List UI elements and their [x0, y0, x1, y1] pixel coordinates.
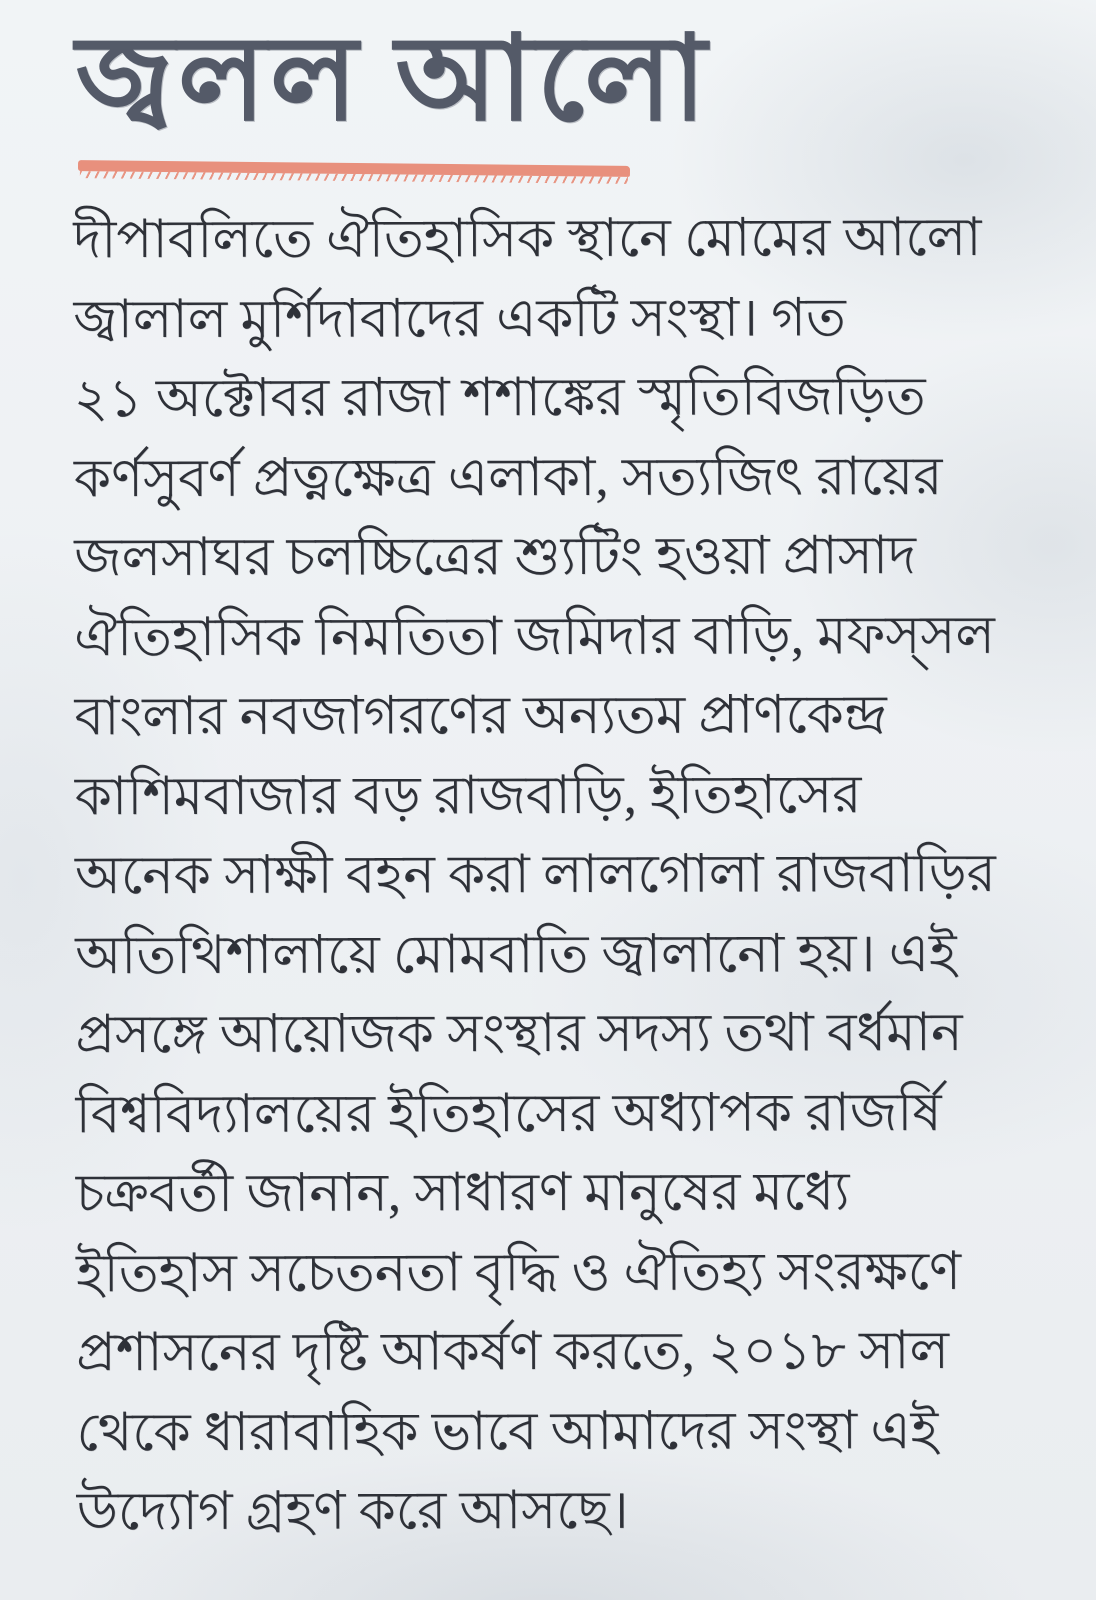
article-line: অনেক সাক্ষী বহন করা লালগোলা রাজবাড়ির: [74, 844, 996, 906]
article-line: কর্ণসুবর্ণ প্রত্নক্ষেত্র এলাকা, সত্যজিৎ রায়ের: [73, 447, 943, 508]
article-line: ঐতিহাসিক নিমতিতা জমিদার বাড়ি, মফস্‌সল: [74, 606, 995, 667]
article-line: দীপাবলিতে ঐতিহাসিক স্থানে মোমের আলো: [73, 208, 982, 270]
article-line: বিশ্ববিদ্যালয়ের ইতিহাসের অধ্যাপক রাজর্ষি: [75, 1083, 942, 1144]
article-line: অতিথিশালায়ে মোমবাতি জ্বালানো হয়। এই: [75, 924, 957, 985]
article-body: [73, 199, 1052, 1553]
article-line: কাশিমবাজার বড় রাজবাড়ি, ইতিহাসের: [74, 765, 862, 826]
article-line: জ্বালাল মুর্শিদাবাদের একটি সংস্থা। গত: [73, 288, 846, 349]
article-line: প্রশাসনের দৃষ্টি আকর্ষণ করতে, ২০১৮ সাল: [76, 1321, 950, 1383]
article-line: বাংলার নবজাগরণের অন্যতম প্রাণকেন্দ্র: [74, 686, 887, 747]
headline: জ্বলল আলো: [76, 14, 711, 145]
headline-underline: [78, 160, 630, 177]
article-line: ২১ অক্টোবর রাজা শশাঙ্কের স্মৃতিবিজড়িত: [73, 368, 926, 429]
article-line: উদ্যোগ গ্রহণ করে আসছে।: [76, 1481, 629, 1542]
article-line: ইতিহাস সচেতনতা বৃদ্ধি ও ঐতিহ্য সংরক্ষণে: [75, 1242, 962, 1303]
article-line: প্রসঙ্গে আয়োজক সংস্থার সদস্য তথা বর্ধমান: [75, 1003, 963, 1065]
article-line: জলসাঘর চলচ্চিত্রের শ্যুটিং হওয়া প্রাসাদ: [74, 527, 917, 588]
article-line: থেকে ধারাবাহিক ভাবে আমাদের সংস্থা এই: [76, 1401, 939, 1462]
article-line: চক্রবর্তী জানান, সাধারণ মানুষের মধ্যে: [75, 1163, 850, 1224]
